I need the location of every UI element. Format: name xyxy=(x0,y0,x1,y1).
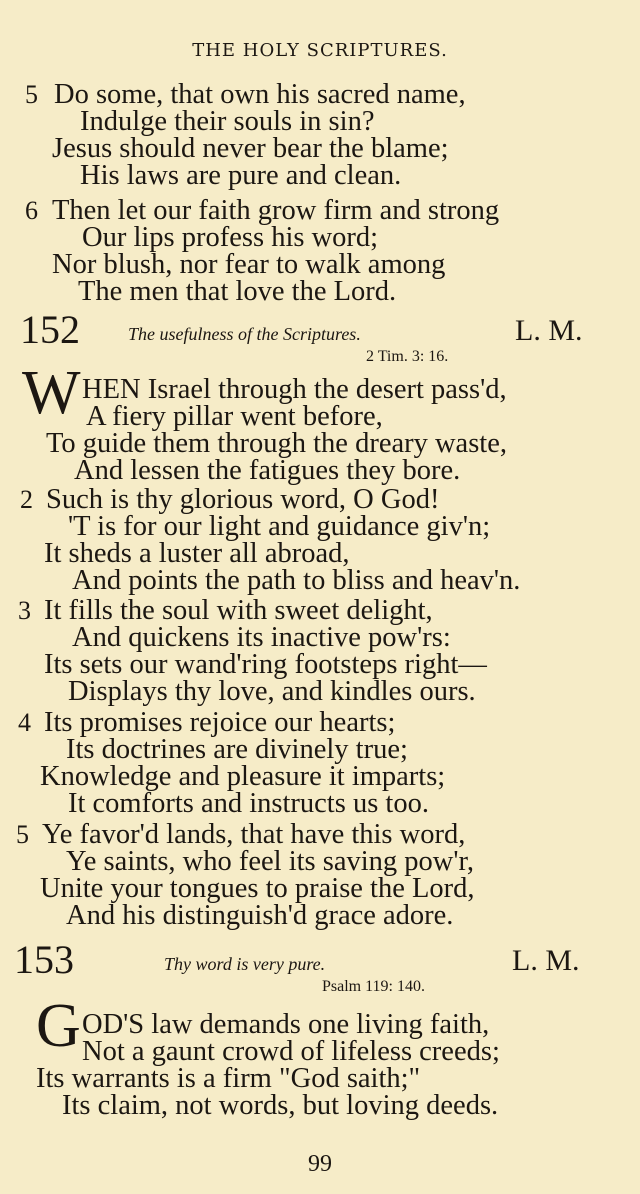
verse-line: Its warrants is a firm "God saith;" xyxy=(36,1063,421,1094)
hymn-title: Thy word is very pure. xyxy=(164,954,326,974)
verse-line: And lessen the fatigues they bore. xyxy=(74,455,461,486)
verse-number: 5 xyxy=(25,80,38,109)
hymn-number: 152 xyxy=(20,307,80,352)
verse-line: To guide them through the dreary waste, xyxy=(46,428,507,459)
verse-line: Indulge their souls in sin? xyxy=(80,106,375,137)
verse-line: Its sets our wand'ring footsteps right— xyxy=(44,649,487,680)
verse-line: It comforts and instructs us too. xyxy=(68,788,429,819)
verse-line: Displays thy love, and kindles ours. xyxy=(68,676,476,707)
verse-number: 3 xyxy=(18,596,31,625)
verse-line: Ye favor'd lands, that have this word, xyxy=(42,819,466,850)
verse-line: It sheds a luster all abroad, xyxy=(44,538,350,569)
hymn-title: The usefulness of the Scriptures. xyxy=(128,324,361,344)
verse-line: His laws are pure and clean. xyxy=(80,160,402,191)
running-header: THE HOLY SCRIPTURES. xyxy=(192,40,448,61)
scripture-reference: Psalm 119: 140. xyxy=(322,978,425,995)
verse-line: And points the path to bliss and heav'n. xyxy=(72,565,521,596)
scripture-reference: 2 Tim. 3: 16. xyxy=(366,348,449,365)
verse-line: Its doctrines are divinely true; xyxy=(66,734,408,765)
verse-number: 2 xyxy=(20,485,33,514)
verse-line: The men that love the Lord. xyxy=(78,276,397,307)
verse-line: Its promises rejoice our hearts; xyxy=(44,707,396,738)
hymn-number: 153 xyxy=(14,937,74,982)
verse-line: It fills the soul with sweet delight, xyxy=(44,595,433,626)
verse-number: 5 xyxy=(16,820,29,849)
verse-line: A fiery pillar went before, xyxy=(86,401,383,432)
verse-number: 6 xyxy=(25,196,38,225)
verse-line: Not a gaunt crowd of lifeless creeds; xyxy=(82,1036,500,1067)
hymn-meter: L. M. xyxy=(512,944,580,977)
verse-line: Such is thy glorious word, O God! xyxy=(46,484,440,515)
verse-line: OD'S law demands one living faith, xyxy=(82,1009,490,1040)
verse-line: And his distinguish'd grace adore. xyxy=(66,900,454,931)
verse-line: And quickens its inactive pow'rs: xyxy=(72,622,451,653)
verse-line: Then let our faith grow firm and strong xyxy=(52,195,500,226)
verse-line: Knowledge and pleasure it imparts; xyxy=(40,761,446,792)
verse-line: Jesus should never bear the blame; xyxy=(52,133,449,164)
verse-line: Do some, that own his sacred name, xyxy=(54,79,466,110)
page-number: 99 xyxy=(308,1151,332,1177)
verse-line: Unite your tongues to praise the Lord, xyxy=(40,873,475,904)
verse-line: 'T is for our light and guidance giv'n; xyxy=(68,511,491,542)
hymn-meter: L. M. xyxy=(515,314,583,347)
drop-cap: W xyxy=(22,359,81,427)
verse-line: Nor blush, nor fear to walk among xyxy=(52,249,446,280)
verse-line: Its claim, not words, but loving deeds. xyxy=(62,1090,499,1121)
verse-line: HEN Israel through the desert pass'd, xyxy=(82,374,507,405)
verse-line: Ye saints, who feel its saving pow'r, xyxy=(66,846,474,877)
drop-cap: G xyxy=(36,992,81,1060)
verse-number: 4 xyxy=(18,708,31,737)
verse-line: Our lips profess his word; xyxy=(82,222,379,253)
